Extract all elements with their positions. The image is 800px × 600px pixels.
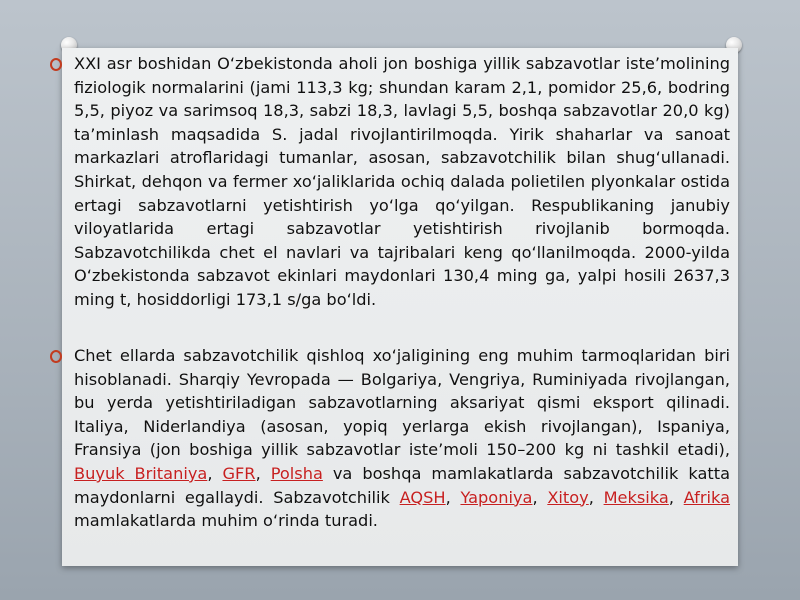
paragraph-2-mid: va boshqa mamlakatlarda sabzavotchilik katta maydonlarni egallaydi. Sabzavotchilik — [74, 463, 731, 507]
paragraph-2 — [74, 344, 730, 533]
bullet-icon — [50, 58, 62, 71]
link-polsha[interactable]: Polsha — [270, 463, 323, 483]
link-yaponiya[interactable]: Yaponiya — [460, 487, 533, 507]
separator: , — [255, 463, 271, 483]
link-gfr[interactable]: GFR — [222, 463, 256, 483]
link-aqsh[interactable]: AQSH — [399, 487, 446, 507]
link-xitoy[interactable]: Xitoy — [547, 487, 589, 507]
separator: , — [207, 463, 223, 483]
separator: , — [588, 487, 604, 507]
paragraph-2-end: mamlakatlarda muhim o‘rinda turadi. — [74, 511, 378, 531]
link-afrika[interactable]: Afrika — [683, 487, 731, 507]
paragraph-1: XXI asr boshidan O‘zbekistonda aholi jon boshiga yillik sabzavotlar iste’molining fiziologik normalarini (jami 113,3 kg; shundan karam 2,1, pomidor 25,6, bodring 5,5, piyoz va sarimsoq 18,3, sabzi 18,3, lavlagi 5,5, boshqa sabzavotlar 20,0 kg) ta’minlash maqsadida S. jadal rivojlantirilmoqda. Yirik shaharlar va sanoat markazlari atroflaridagi tumanlar, asosan, sabzavotchilik bilan shug‘ullanadi. Shirkat, dehqon va fermer xo‘jaliklarida ochiq dalada polietilen plyonkalar ostida ertagi sabzavotlarni yetishtirish yo‘lga qo‘yilgan. Respublikaning janubiy viloyatlarida ertagi sabzavotlar yetishtirish rivojlanib bormoqda. Sabzavotchilikda chet el navlari va tajribalari keng qo‘llanilmoqda. 2000-yilda O‘zbekistonda sabzavot ekinlari maydonlari 130,4 ming ga, yalpi hosili 2637,3 ming t, hosiddorligi 173,1 s/ga bo‘ldi. — [74, 54, 730, 309]
link-meksika[interactable]: Meksika — [603, 487, 669, 507]
bullet-icon — [50, 350, 62, 363]
separator: , — [532, 487, 548, 507]
separator: , — [668, 487, 684, 507]
paragraph-2-intro: Chet ellarda sabzavotchilik qishloq xo‘jaligining eng muhim tarmoqlaridan biri hisoblanadi. Sharqiy Yevropada — Bolgariya, Vengriya, Ruminiyada rivojlangan, bu yerda yetishtiriladigan sabzavotlarning aksariyat qismi eksport qilinadi. Italiya, Niderlandiya (asosan, yopiq yerlarga ekish rivojlangan), Ispaniya, Fransiya (jon boshiga yillik sabzavotlar iste’moli 150–200 kg ni tashkil etadi), — [74, 346, 730, 460]
link-buyuk-britaniya[interactable]: Buyuk Britaniya — [74, 463, 208, 483]
separator: , — [445, 487, 461, 507]
